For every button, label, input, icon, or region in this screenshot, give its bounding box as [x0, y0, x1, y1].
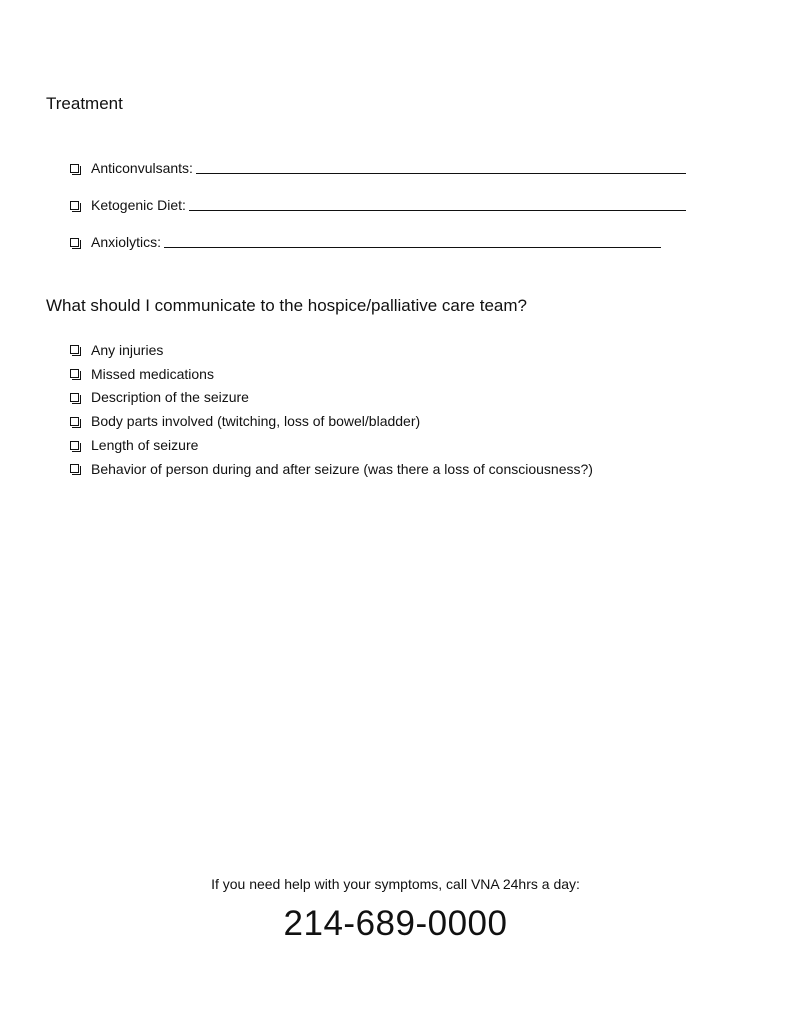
checklist-item [70, 338, 750, 362]
checklist-item-label: Any injuries [91, 341, 164, 358]
checkbox-icon[interactable] [70, 417, 79, 426]
fill-in-line[interactable] [196, 159, 686, 174]
checkbox-icon[interactable] [70, 164, 79, 173]
treatment-label: Anticonvulsants: [91, 160, 193, 176]
checklist-item-label: Length of seizure [91, 437, 199, 454]
treatment-item-ketogenic-diet [70, 177, 710, 214]
checklist-item [70, 457, 750, 481]
treatment-heading: Treatment [46, 94, 123, 113]
checklist-item [70, 386, 750, 410]
phone-number: 214-689-0000 [283, 904, 508, 943]
checklist-item-label: Description of the seizure [91, 389, 249, 406]
fill-in-line[interactable] [164, 233, 661, 248]
fill-in-line[interactable] [189, 196, 686, 211]
treatment-label: Ketogenic Diet: [91, 197, 186, 213]
checkbox-icon[interactable] [70, 441, 79, 450]
treatment-item-anticonvulsants [70, 140, 710, 177]
communicate-heading: What should I communicate to the hospice/palliative care team? [46, 296, 527, 315]
checkbox-icon[interactable] [70, 464, 79, 473]
treatment-item-anxiolytics [70, 214, 710, 251]
checklist-item-label: Missed medications [91, 365, 214, 382]
treatment-list [70, 140, 710, 251]
checkbox-icon[interactable] [70, 369, 79, 378]
checkbox-icon[interactable] [70, 345, 79, 354]
checklist-item-label: Body parts involved (twitching, loss of bowel/bladder) [91, 413, 421, 430]
treatment-label: Anxiolytics: [91, 234, 162, 250]
checklist-item-label: Behavior of person during and after seizure (was there a loss of consciousness?) [91, 460, 593, 477]
communicate-checklist [70, 338, 750, 481]
checklist-item [70, 409, 750, 433]
checklist-item [70, 433, 750, 457]
checklist-item [70, 362, 750, 386]
checkbox-icon[interactable] [70, 393, 79, 402]
checkbox-icon[interactable] [70, 201, 79, 210]
help-text: If you need help with your symptoms, call VNA 24hrs a day: [211, 876, 580, 892]
checkbox-icon[interactable] [70, 238, 79, 247]
